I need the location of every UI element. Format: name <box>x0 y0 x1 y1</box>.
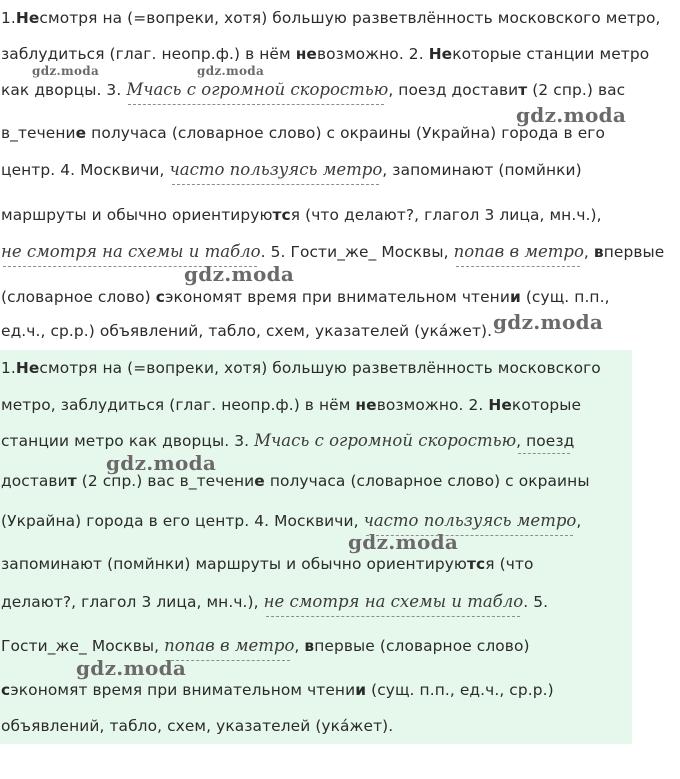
text-segment: объявлений, табло, схем, указателей (укáжет). <box>1 717 394 735</box>
answer-block-highlighted <box>0 350 632 744</box>
text-segment: экономят время при внимательном чтени <box>164 288 510 306</box>
bold-letters: в <box>304 637 315 655</box>
text-segment: , <box>576 512 582 530</box>
text-line <box>1 205 602 225</box>
watermark-logo: gdz.moda <box>184 262 295 286</box>
text-segment: . 5. <box>523 593 549 611</box>
text-segment: которые <box>511 396 582 414</box>
text-segment: получаса (словарное слово) с окраины <box>264 472 590 490</box>
text-segment: станции метро как дворцы. 3. <box>1 432 255 450</box>
text-line <box>1 287 610 307</box>
text-line <box>1 554 533 574</box>
bold-letters: не <box>295 45 317 63</box>
watermark-logo: gdz.moda <box>32 64 100 78</box>
text-segment: 1. <box>1 359 16 377</box>
text-segment: смотря на (=вопреки, хотя) большую разветвлённость московского <box>39 359 601 377</box>
text-segment: (сущ. п.п., <box>520 288 610 306</box>
text-line <box>1 80 625 100</box>
adverbial-phrase: не смотря на схемы и табло <box>1 242 261 261</box>
watermark-logo: gdz.moda <box>516 103 627 127</box>
text-segment: первые (словарное слово) <box>314 637 530 655</box>
text-segment: ед.ч., ср.р.) объявлений, табло, схем, указателей (укáжет). <box>1 322 493 340</box>
text-segment: метро, заблудиться (глаг. неопр.ф.) в нём <box>1 396 356 414</box>
text-segment: заблудиться (глаг. неопр.ф.) в нём <box>1 45 296 63</box>
text-segment: 1. <box>1 9 16 27</box>
adverbial-phrase: не смотря на схемы и табло <box>263 592 524 611</box>
text-line <box>1 358 601 378</box>
dashed-underline <box>518 453 570 454</box>
adverbial-phrase: часто пользуясь метро <box>169 160 383 179</box>
text-line <box>1 716 393 736</box>
answer-block-original <box>0 0 680 346</box>
bold-letters: е <box>254 472 265 490</box>
bold-letters: т <box>518 81 528 99</box>
bold-letters: Не <box>15 9 40 27</box>
text-segment: , поезд достави <box>388 81 519 99</box>
text-segment: Гости_же_ Москвы, <box>1 637 165 655</box>
adverbial-phrase: попав в метро <box>453 242 584 261</box>
text-segment: (сущ. п.п., ед.ч., ср.р.) <box>366 681 554 699</box>
bold-letters: Не <box>15 359 40 377</box>
text-segment: первые <box>603 243 665 261</box>
bold-letters: е <box>75 124 87 142</box>
text-line <box>1 395 581 415</box>
text-segment: достави <box>1 472 68 490</box>
text-segment: я (что делают?, глагол 3 лица, мн.ч.), <box>290 206 602 224</box>
text-segment: (Украйна) города в его центр. 4. Москвичи, <box>1 512 364 530</box>
adverbial-phrase: попав в метро <box>164 636 295 655</box>
text-segment: в_течени <box>1 124 76 142</box>
text-line <box>1 680 554 700</box>
text-line <box>1 160 582 180</box>
text-segment: экономят время при внимательном чтени <box>10 681 356 699</box>
bold-letters: Не <box>428 45 453 63</box>
text-segment: центр. 4. Москвичи, <box>1 161 170 179</box>
text-segment: возможно. 2. <box>316 45 429 63</box>
text-segment: (словарное слово) <box>1 288 156 306</box>
bold-letters: с <box>155 288 165 306</box>
text-segment: маршруты и обычно ориентирую <box>1 206 273 224</box>
watermark-logo: gdz.moda <box>493 310 604 334</box>
adverbial-phrase: Мчась с огромной скоростью <box>254 431 517 450</box>
text-segment: получаса (словарное слово) с окраины (Украйна) города в его <box>86 124 605 142</box>
text-segment: запоминают (помйнки) маршруты и обычно ориентирую <box>1 555 467 573</box>
text-segment: смотря на (=вопреки, хотя) большую разветвлённость московского метро, <box>39 9 661 27</box>
dashed-underline <box>172 184 379 185</box>
text-segment: возможно. 2. <box>376 396 489 414</box>
text-segment: я (что <box>485 555 534 573</box>
bold-letters: не <box>355 396 377 414</box>
watermark-logo: gdz.moda <box>348 530 459 554</box>
text-segment: , запоминают (помйнки) <box>382 161 582 179</box>
dashed-underline <box>128 104 384 105</box>
text-line <box>1 471 590 491</box>
text-segment: как дворцы. 3. <box>1 81 127 99</box>
text-segment: , <box>583 243 594 261</box>
bold-letters: в <box>593 243 604 261</box>
text-line <box>1 321 492 341</box>
adverbial-phrase: Мчась с огромной скоростью <box>126 80 389 99</box>
dashed-underline <box>456 266 580 267</box>
text-line <box>1 431 574 451</box>
watermark-logo: gdz.moda <box>106 451 217 475</box>
text-segment: , <box>294 637 305 655</box>
bold-letters: тс <box>272 206 291 224</box>
bold-letters: и <box>355 681 367 699</box>
text-segment: , поезд <box>516 432 575 450</box>
text-segment: которые станции метро <box>452 45 650 63</box>
text-line <box>1 636 530 656</box>
text-line <box>1 44 649 64</box>
text-line <box>1 242 664 262</box>
text-line <box>1 511 581 531</box>
dashed-underline <box>266 616 520 617</box>
text-segment: (2 спр.) вас <box>527 81 626 99</box>
adverbial-phrase: часто пользуясь метро <box>363 511 577 530</box>
bold-letters: Не <box>488 396 512 414</box>
watermark-logo: gdz.moda <box>197 64 265 78</box>
watermark-logo: gdz.moda <box>76 656 187 680</box>
text-line <box>1 123 605 143</box>
text-segment: (2 спр.) вас в_течени <box>76 472 255 490</box>
text-segment: . 5. Гости_же_ Москвы, <box>260 243 454 261</box>
text-line <box>1 8 661 28</box>
text-line <box>1 592 548 612</box>
bold-letters: и <box>509 288 521 306</box>
text-segment: делают?, глагол 3 лица, мн.ч.), <box>1 593 264 611</box>
bold-letters: т <box>67 472 77 490</box>
bold-letters: тс <box>467 555 486 573</box>
bold-letters: с <box>1 681 11 699</box>
